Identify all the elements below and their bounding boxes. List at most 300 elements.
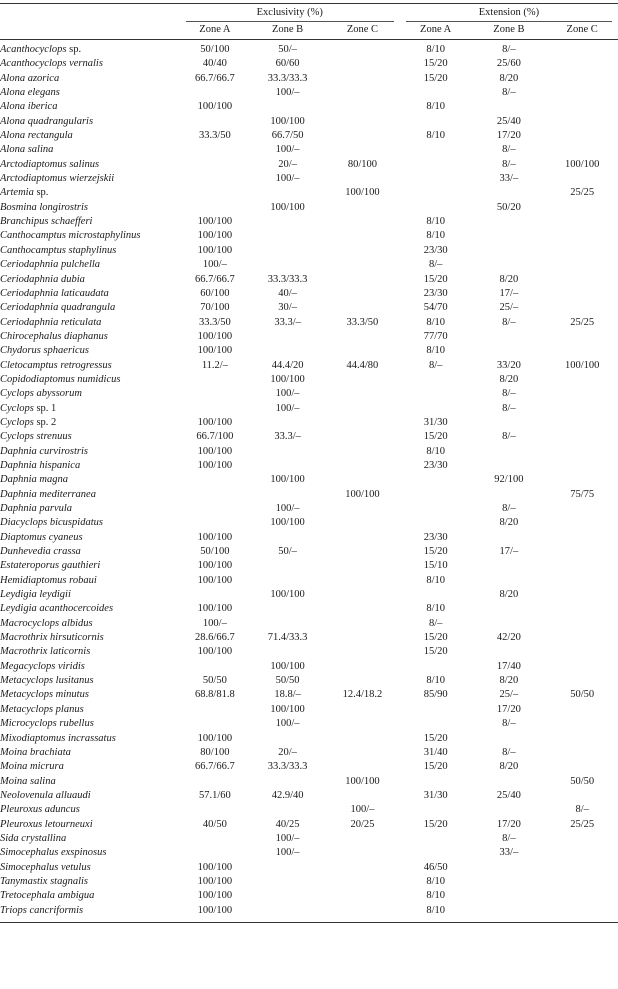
value-cell xyxy=(471,344,546,358)
value-cell xyxy=(471,875,546,889)
value-cell xyxy=(546,674,618,688)
value-cell xyxy=(325,846,400,860)
value-cell: 66.7/66.7 xyxy=(195,72,235,84)
species-binomial: Acanthocyclops vernalis xyxy=(0,58,103,70)
species-binomial: Alona elegans xyxy=(0,87,60,99)
species-name xyxy=(0,803,180,817)
value-cell: 100/100 xyxy=(180,904,251,923)
value-cell: 33.3/– xyxy=(274,316,301,328)
species-name xyxy=(0,703,180,717)
table-row xyxy=(0,43,618,57)
value-cell xyxy=(471,574,546,588)
value-cell: 15/20 xyxy=(423,818,448,830)
species-qualifier: sp. xyxy=(33,187,49,199)
value-cell: 23/30 xyxy=(423,531,448,543)
species-name xyxy=(0,244,180,258)
value-cell: 25/25 xyxy=(570,316,595,328)
value-cell xyxy=(180,846,251,860)
species-name xyxy=(0,775,180,789)
value-cell xyxy=(400,588,472,602)
species-binomial: Alona quadrangularis xyxy=(0,115,94,127)
value-cell xyxy=(546,72,618,86)
species-name xyxy=(0,57,180,71)
value-cell xyxy=(325,889,400,903)
value-cell: 17/– xyxy=(499,546,519,558)
value-cell: 100/100 xyxy=(564,158,600,170)
species-name xyxy=(0,115,180,129)
table-row xyxy=(0,760,618,774)
species-name xyxy=(0,359,180,373)
value-cell xyxy=(250,186,325,200)
value-cell: 100/100 xyxy=(270,703,305,715)
value-cell: 8/– xyxy=(502,44,516,55)
value-cell xyxy=(325,344,400,358)
species-binomial: Moina micrura xyxy=(0,761,64,773)
value-cell xyxy=(250,416,325,430)
species-binomial: Leydigia acanthocercoides xyxy=(0,603,114,615)
table-row xyxy=(0,186,618,200)
value-cell xyxy=(471,904,546,923)
value-cell: 15/20 xyxy=(423,632,448,644)
value-cell: 8/10 xyxy=(426,130,445,142)
value-cell xyxy=(546,559,618,573)
value-cell: 33.3/50 xyxy=(346,316,379,328)
species-name xyxy=(0,789,180,803)
table-row xyxy=(0,316,618,330)
table-row xyxy=(0,789,618,803)
value-cell xyxy=(546,387,618,401)
species-binomial: Canthocamptus staphylinus xyxy=(0,244,117,256)
value-cell xyxy=(546,861,618,875)
value-cell xyxy=(325,832,400,846)
value-cell: 100/100 xyxy=(197,244,233,256)
value-cell: 8/10 xyxy=(426,574,445,586)
value-cell: 25/40 xyxy=(496,789,521,801)
value-cell: 100/100 xyxy=(197,230,233,242)
table-row xyxy=(0,430,618,444)
value-cell xyxy=(325,588,400,602)
value-cell xyxy=(325,760,400,774)
value-cell xyxy=(325,172,400,186)
header-zone: Zone A xyxy=(400,22,472,40)
species-name xyxy=(0,846,180,860)
value-cell xyxy=(325,115,400,129)
value-cell xyxy=(546,229,618,243)
value-cell xyxy=(400,502,472,516)
value-cell xyxy=(325,402,400,416)
value-cell xyxy=(546,574,618,588)
value-cell: 50/– xyxy=(278,44,297,55)
value-cell xyxy=(546,215,618,229)
value-cell xyxy=(546,602,618,616)
species-name xyxy=(0,273,180,287)
value-cell: 44.4/80 xyxy=(346,359,379,371)
species-qualifier: sp. 1 xyxy=(33,402,57,414)
value-cell: 50/100 xyxy=(200,546,230,558)
value-cell xyxy=(471,459,546,473)
species-name xyxy=(0,158,180,172)
value-cell xyxy=(546,516,618,530)
value-cell: 8/– xyxy=(502,503,516,514)
value-cell: 15/10 xyxy=(423,560,448,572)
value-cell: 15/20 xyxy=(423,58,448,70)
species-name xyxy=(0,72,180,86)
value-cell: 100/100 xyxy=(197,732,233,744)
value-cell xyxy=(546,416,618,430)
table-row xyxy=(0,387,618,401)
value-cell: 100/– xyxy=(275,832,300,844)
table-row xyxy=(0,72,618,86)
value-cell xyxy=(250,602,325,616)
value-cell xyxy=(325,273,400,287)
table-row xyxy=(0,273,618,287)
value-cell xyxy=(400,86,472,100)
value-cell: 100/– xyxy=(275,718,300,730)
species-name xyxy=(0,588,180,602)
value-cell xyxy=(546,904,618,923)
species-name xyxy=(0,473,180,487)
value-cell xyxy=(180,201,251,215)
value-cell xyxy=(546,617,618,631)
value-cell xyxy=(400,186,472,200)
value-cell xyxy=(546,330,618,344)
table-row xyxy=(0,674,618,688)
value-cell xyxy=(546,100,618,114)
value-cell xyxy=(546,846,618,860)
species-table xyxy=(0,3,618,923)
table-row xyxy=(0,703,618,717)
species-binomial: Ceriodaphnia laticaudata xyxy=(0,287,109,299)
species-name xyxy=(0,43,180,57)
value-cell xyxy=(546,631,618,645)
table-row xyxy=(0,215,618,229)
value-cell xyxy=(400,143,472,157)
value-cell: 8/10 xyxy=(426,216,445,228)
value-cell xyxy=(180,660,251,674)
species-binomial: Megacyclops viridis xyxy=(0,660,85,672)
table-row xyxy=(0,818,618,832)
value-cell: 100/100 xyxy=(197,101,233,113)
value-cell: 42.9/40 xyxy=(271,789,304,801)
value-cell: 50/100 xyxy=(200,44,230,55)
value-cell: 100/– xyxy=(275,87,300,99)
value-cell xyxy=(325,574,400,588)
species-binomial: Macrothrix laticornis xyxy=(0,646,91,658)
species-binomial: Simocephalus vetulus xyxy=(0,861,91,873)
value-cell: 8/– xyxy=(502,144,516,156)
species-binomial: Ceriodaphnia dubia xyxy=(0,273,85,285)
value-cell xyxy=(471,732,546,746)
species-binomial: Estateroporus gauthieri xyxy=(0,560,101,572)
value-cell xyxy=(325,287,400,301)
value-cell xyxy=(325,602,400,616)
value-cell xyxy=(180,186,251,200)
value-cell: 31/40 xyxy=(423,746,448,758)
value-cell: 8/– xyxy=(502,718,516,730)
value-cell: 100/100 xyxy=(197,345,233,357)
value-cell xyxy=(325,531,400,545)
species-name xyxy=(0,516,180,530)
species-name xyxy=(0,316,180,330)
table-row xyxy=(0,502,618,516)
species-binomial: Alona iberica xyxy=(0,101,58,113)
species-name xyxy=(0,760,180,774)
value-cell xyxy=(471,100,546,114)
value-cell xyxy=(400,387,472,401)
value-cell xyxy=(546,502,618,516)
value-cell: 33/– xyxy=(499,847,519,859)
species-binomial: Acanthocyclops xyxy=(0,44,67,55)
species-binomial: Cyclops strenuus xyxy=(0,431,72,443)
value-cell xyxy=(546,660,618,674)
table-row xyxy=(0,516,618,530)
header-blank xyxy=(0,4,180,23)
value-cell xyxy=(325,57,400,71)
value-cell xyxy=(546,273,618,287)
value-cell xyxy=(180,115,251,129)
value-cell xyxy=(325,875,400,889)
table-row xyxy=(0,875,618,889)
species-name xyxy=(0,387,180,401)
species-name xyxy=(0,201,180,215)
value-cell: 57.1/60 xyxy=(198,789,231,801)
value-cell: 8/– xyxy=(502,158,516,170)
value-cell xyxy=(250,258,325,272)
value-cell: 100/100 xyxy=(345,488,380,500)
table-row xyxy=(0,402,618,416)
species-qualifier: sp. 2 xyxy=(33,416,57,428)
value-cell: 33.3/– xyxy=(274,431,301,443)
value-cell: 100/100 xyxy=(270,660,305,672)
species-name xyxy=(0,373,180,387)
species-binomial: Metacyclops lusitanus xyxy=(0,675,94,687)
value-cell: 100/100 xyxy=(270,201,305,213)
value-cell: 68.8/81.8 xyxy=(195,689,235,701)
value-cell xyxy=(325,301,400,315)
table-row xyxy=(0,86,618,100)
header-exclusivity xyxy=(180,4,400,23)
value-cell: 100/100 xyxy=(197,646,233,658)
table-row xyxy=(0,717,618,731)
value-cell: 100/– xyxy=(275,847,300,859)
table-row xyxy=(0,287,618,301)
value-cell: 100/100 xyxy=(197,416,233,428)
species-binomial: Daphnia curvirostris xyxy=(0,445,88,457)
value-cell xyxy=(325,861,400,875)
value-cell xyxy=(471,775,546,789)
value-cell xyxy=(546,760,618,774)
value-cell xyxy=(471,215,546,229)
value-cell: 8/– xyxy=(428,617,443,629)
species-name xyxy=(0,330,180,344)
header-extension xyxy=(400,4,618,23)
value-cell xyxy=(325,545,400,559)
value-cell xyxy=(546,258,618,272)
value-cell: 8/– xyxy=(502,87,516,99)
value-cell xyxy=(471,803,546,817)
value-cell: 25/60 xyxy=(496,58,521,70)
species-name xyxy=(0,602,180,616)
species-name xyxy=(0,100,180,114)
value-cell xyxy=(471,445,546,459)
table-row xyxy=(0,57,618,71)
species-name xyxy=(0,746,180,760)
value-cell xyxy=(250,732,325,746)
species-name xyxy=(0,229,180,243)
value-cell: 17/40 xyxy=(496,660,521,672)
table-row xyxy=(0,631,618,645)
value-cell xyxy=(400,402,472,416)
value-cell xyxy=(325,229,400,243)
value-cell: 12.4/18.2 xyxy=(342,689,383,701)
value-cell: 100/– xyxy=(202,617,227,629)
value-cell xyxy=(546,201,618,215)
value-cell: 100/100 xyxy=(270,373,305,385)
species-name xyxy=(0,631,180,645)
value-cell: 100/100 xyxy=(197,603,233,615)
species-name xyxy=(0,258,180,272)
value-cell xyxy=(325,215,400,229)
value-cell: 71.4/33.3 xyxy=(267,632,308,644)
value-cell: 75/75 xyxy=(570,488,595,500)
value-cell: 25/– xyxy=(499,689,519,701)
value-cell: 8/10 xyxy=(426,345,445,357)
species-name xyxy=(0,717,180,731)
value-cell xyxy=(546,746,618,760)
value-cell xyxy=(180,387,251,401)
value-cell: 30/– xyxy=(278,302,297,314)
species-binomial: Metacyclops minutus xyxy=(0,689,89,701)
value-cell xyxy=(180,803,251,817)
value-cell: 100/100 xyxy=(197,445,233,457)
species-name xyxy=(0,904,180,923)
species-name xyxy=(0,488,180,502)
table-body xyxy=(0,43,618,922)
table-row xyxy=(0,115,618,129)
value-cell: 100/100 xyxy=(270,474,305,486)
value-cell xyxy=(400,803,472,817)
value-cell xyxy=(180,516,251,530)
table-row xyxy=(0,803,618,817)
value-cell xyxy=(325,789,400,803)
value-cell: 25/25 xyxy=(570,818,595,830)
species-name xyxy=(0,502,180,516)
species-binomial: Daphnia mediterranea xyxy=(0,488,96,500)
value-cell xyxy=(325,373,400,387)
value-cell: 25/40 xyxy=(496,115,521,127)
species-binomial: Bosmina longirostris xyxy=(0,201,88,213)
value-cell xyxy=(546,875,618,889)
value-cell: 8/10 xyxy=(426,316,445,328)
value-cell xyxy=(471,602,546,616)
value-cell: 100/– xyxy=(275,503,300,514)
value-cell xyxy=(325,86,400,100)
value-cell: 100/100 xyxy=(197,875,233,887)
table-row xyxy=(0,617,618,631)
value-cell: 15/20 xyxy=(423,732,448,744)
species-binomial: Daphnia parvula xyxy=(0,503,73,514)
value-cell xyxy=(546,645,618,659)
value-cell: 8/10 xyxy=(426,875,445,887)
value-cell xyxy=(250,775,325,789)
value-cell xyxy=(546,588,618,602)
table-row xyxy=(0,861,618,875)
table-row xyxy=(0,459,618,473)
value-cell xyxy=(250,215,325,229)
value-cell: 17/– xyxy=(499,287,519,299)
value-cell xyxy=(325,459,400,473)
value-cell xyxy=(325,674,400,688)
value-cell: 46/50 xyxy=(423,861,448,873)
value-cell: 25/25 xyxy=(570,187,595,199)
table-row xyxy=(0,416,618,430)
value-cell: 33.3/33.3 xyxy=(267,273,308,285)
value-cell xyxy=(400,473,472,487)
value-cell: 23/30 xyxy=(423,459,448,471)
value-cell: 100/100 xyxy=(197,531,233,543)
species-binomial: Tretocephala ambigua xyxy=(0,890,95,902)
species-binomial: Cletocamptus retrogressus xyxy=(0,359,112,371)
value-cell xyxy=(325,72,400,86)
value-cell: 100/100 xyxy=(345,187,380,199)
value-cell xyxy=(250,459,325,473)
table-row xyxy=(0,229,618,243)
value-cell: 50/20 xyxy=(496,201,521,213)
value-cell: 85/90 xyxy=(423,689,448,701)
species-name xyxy=(0,545,180,559)
value-cell xyxy=(325,430,400,444)
value-cell: 66.7/66.7 xyxy=(195,761,235,773)
value-cell xyxy=(400,115,472,129)
value-cell xyxy=(250,875,325,889)
value-cell: 17/20 xyxy=(496,703,521,715)
value-cell xyxy=(471,258,546,272)
species-binomial: Leydigia leydigii xyxy=(0,589,71,601)
value-cell: 25/– xyxy=(499,302,519,314)
species-binomial: Mixodiaptomus incrassatus xyxy=(0,732,116,744)
header-zone: Zone B xyxy=(250,22,325,40)
value-cell xyxy=(400,373,472,387)
value-cell xyxy=(180,832,251,846)
value-cell: 8/10 xyxy=(426,675,445,687)
value-cell: 42/20 xyxy=(496,632,521,644)
value-cell: 15/20 xyxy=(423,72,448,84)
species-binomial: Copidodiaptomus numidicus xyxy=(0,373,121,385)
value-cell: 8/– xyxy=(575,804,589,816)
value-cell xyxy=(400,703,472,717)
species-binomial: Cyclops abyssorum xyxy=(0,388,82,400)
value-cell xyxy=(546,301,618,315)
species-binomial: Diacyclops bicuspidatus xyxy=(0,517,103,529)
value-cell xyxy=(325,904,400,923)
value-cell xyxy=(546,172,618,186)
value-cell xyxy=(325,43,400,57)
header-blank-2 xyxy=(0,22,180,40)
value-cell: 100/100 xyxy=(270,517,305,529)
value-cell: 50/50 xyxy=(202,675,227,687)
table-row xyxy=(0,574,618,588)
value-cell: 8/– xyxy=(502,431,516,443)
species-binomial: Branchipus schaefferi xyxy=(0,216,93,228)
species-name xyxy=(0,889,180,903)
value-cell: 20/– xyxy=(278,158,297,170)
value-cell xyxy=(325,502,400,516)
table-row xyxy=(0,158,618,172)
species-binomial: Ceriodaphnia quadrangula xyxy=(0,302,116,314)
value-cell: 100/– xyxy=(275,402,300,414)
value-cell xyxy=(325,645,400,659)
species-binomial: Chirocephalus diaphanus xyxy=(0,330,108,342)
